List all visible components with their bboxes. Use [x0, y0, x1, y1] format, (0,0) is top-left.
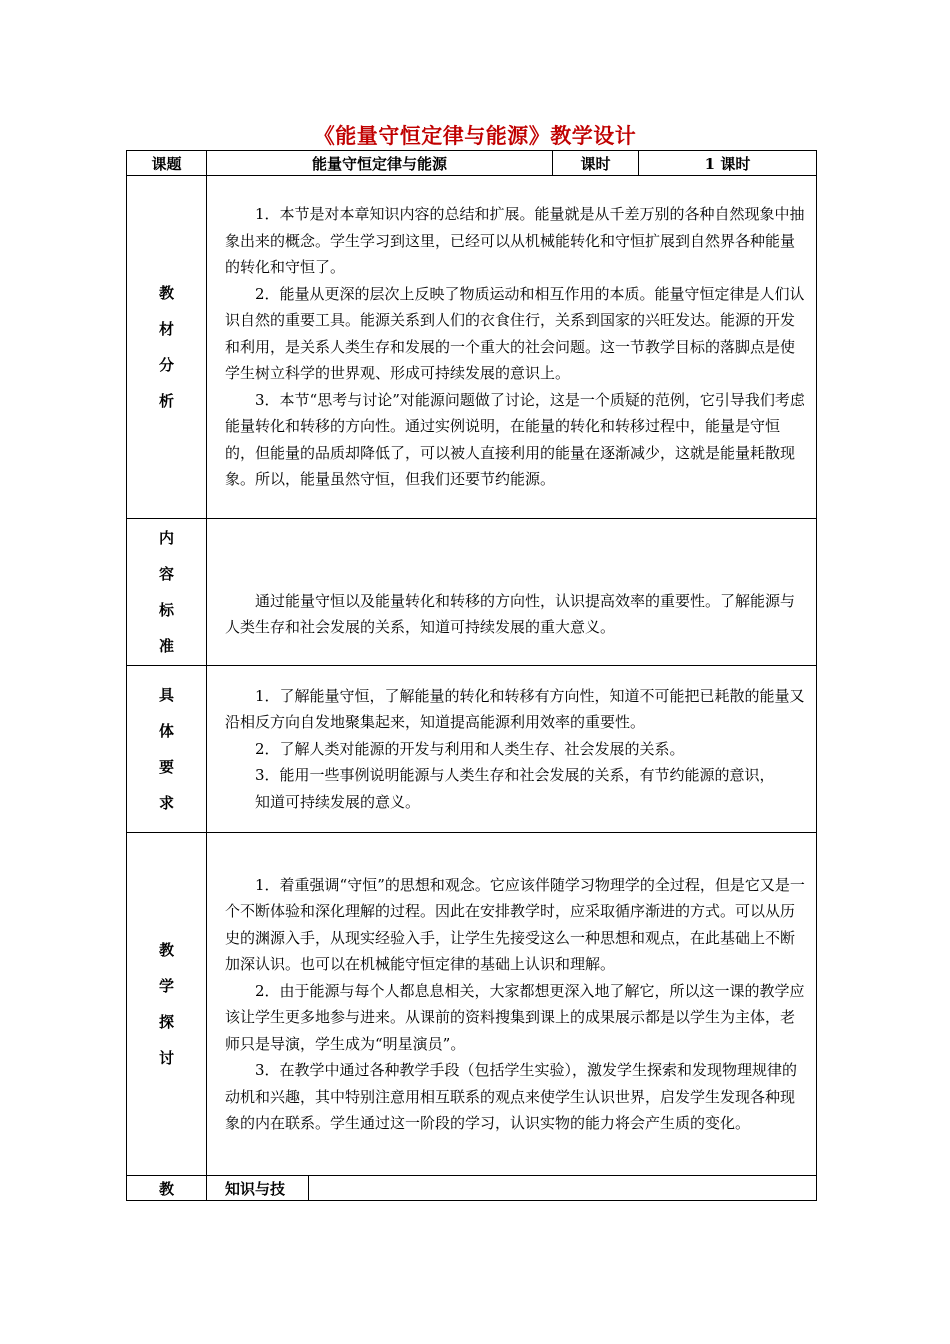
- analysis-paragraph-1: 1．本节是对本章知识内容的总结和扩展。能量就是从千差万别的各种自然现象中抽象出来的概念。学生学习到这里，已经可以从机械能转化和守恒扩展到自然界各种能量的转化和守恒了。: [225, 205, 805, 277]
- requirements-label: 具 体 要 求: [127, 666, 207, 833]
- period-label: 课时: [553, 151, 639, 176]
- objectives-content: [309, 1176, 817, 1201]
- objectives-row: [127, 1176, 817, 1201]
- standard-row: [127, 519, 817, 666]
- topic-value: 能量守恒定律与能源: [207, 151, 553, 176]
- analysis-paragraph-2: 2．能量从更深的层次上反映了物质运动和相互作用的本质。能量守恒定律是人们认识自然的重要工具。能源关系到人们的衣食住行，关系到国家的兴旺发达。能源的开发和利用，是关系人类生存和发展的一个重大的社会问题。这一节教学目标的落脚点是使学生树立科学的世界观、形成可持续发展的意识上。: [225, 284, 805, 383]
- document-title: 《能量守恒定律与能源》教学设计: [313, 123, 637, 148]
- requirements-paragraph-4: 知道可持续发展的意义。: [255, 792, 421, 811]
- analysis-row: [127, 176, 817, 519]
- requirements-paragraph-3: 3．能用一些事例说明能源与人类生存和社会发展的关系，有节约能源的意识，: [255, 766, 775, 785]
- topic-label: 课题: [127, 151, 207, 176]
- requirements-paragraph-1: 1．了解能量守恒，了解能量的转化和转移有方向性，知道不可能把已耗散的能量又沿相反方向自发地聚集起来，知道提高能源利用效率的重要性。: [225, 686, 805, 732]
- standard-label: 内 容 标 准: [127, 519, 207, 666]
- discussion-paragraph-3: 3．在教学中通过各种教学手段（包括学生实验），激发学生探索和发现物理规律的动机和兴趣，其中特别注意用相互联系的观点来使学生认识世界，启发学生发现各种现象的内在联系。学生通过这一阶段的学习，认识实物的能力将会产生质的变化。: [225, 1061, 798, 1132]
- header-row: [127, 151, 817, 176]
- discussion-content: [207, 833, 817, 1176]
- objectives-sub-label: 知识与技: [207, 1176, 309, 1201]
- lesson-plan-table: [126, 150, 817, 1201]
- period-value: 1 课时: [639, 151, 817, 176]
- standard-content: [207, 519, 817, 666]
- requirements-paragraph-2: 2．了解人类对能源的开发与利用和人类生存、社会发展的关系。: [255, 739, 685, 758]
- requirements-content: [207, 666, 817, 833]
- requirements-row: [127, 666, 817, 833]
- standard-paragraph-1: 通过能量守恒以及能量转化和转移的方向性，认识提高效率的重要性。了解能源与人类生存和社会发展的关系，知道可持续发展的重大意义。: [225, 591, 796, 636]
- objectives-label: 教: [127, 1176, 207, 1201]
- analysis-content: [207, 176, 817, 519]
- discussion-label: 教 学 探 讨: [127, 833, 207, 1176]
- discussion-paragraph-1: 1．着重强调“守恒”的思想和观念。它应该伴随学习物理学的全过程，但是它又是一个不断体验和深化理解的过程。因此在安排教学时，应采取循序渐进的方式。可以从历史的渊源入手，从现实经验入手，让学生先接受这么一种思想和观点，在此基础上不断加深认识。也可以在机械能守恒定律的基础上认识和理解。: [225, 875, 805, 973]
- analysis-label: 教 材 分 析: [127, 176, 207, 519]
- discussion-row: [127, 833, 817, 1176]
- analysis-paragraph-3: 3．本节“思考与讨论”对能源问题做了讨论，这是一个质疑的范例，它引导我们考虑能量转化和转移的方向性。通过实例说明，在能量的转化和转移过程中，能量是守恒的，但能量的品质却降低了，可以被人直接利用的能量在逐渐减少，这就是能量耗散现象。所以，能量虽然守恒，但我们还要节约能源。: [225, 390, 805, 489]
- discussion-paragraph-2: 2．由于能源与每个人都息息相关，大家都想更深入地了解它，所以这一课的教学应该让学生更多地参与进来。从课前的资料搜集到课上的成果展示都是以学生为主体，老师只是导演，学生成为“明星演员”。: [225, 981, 805, 1053]
